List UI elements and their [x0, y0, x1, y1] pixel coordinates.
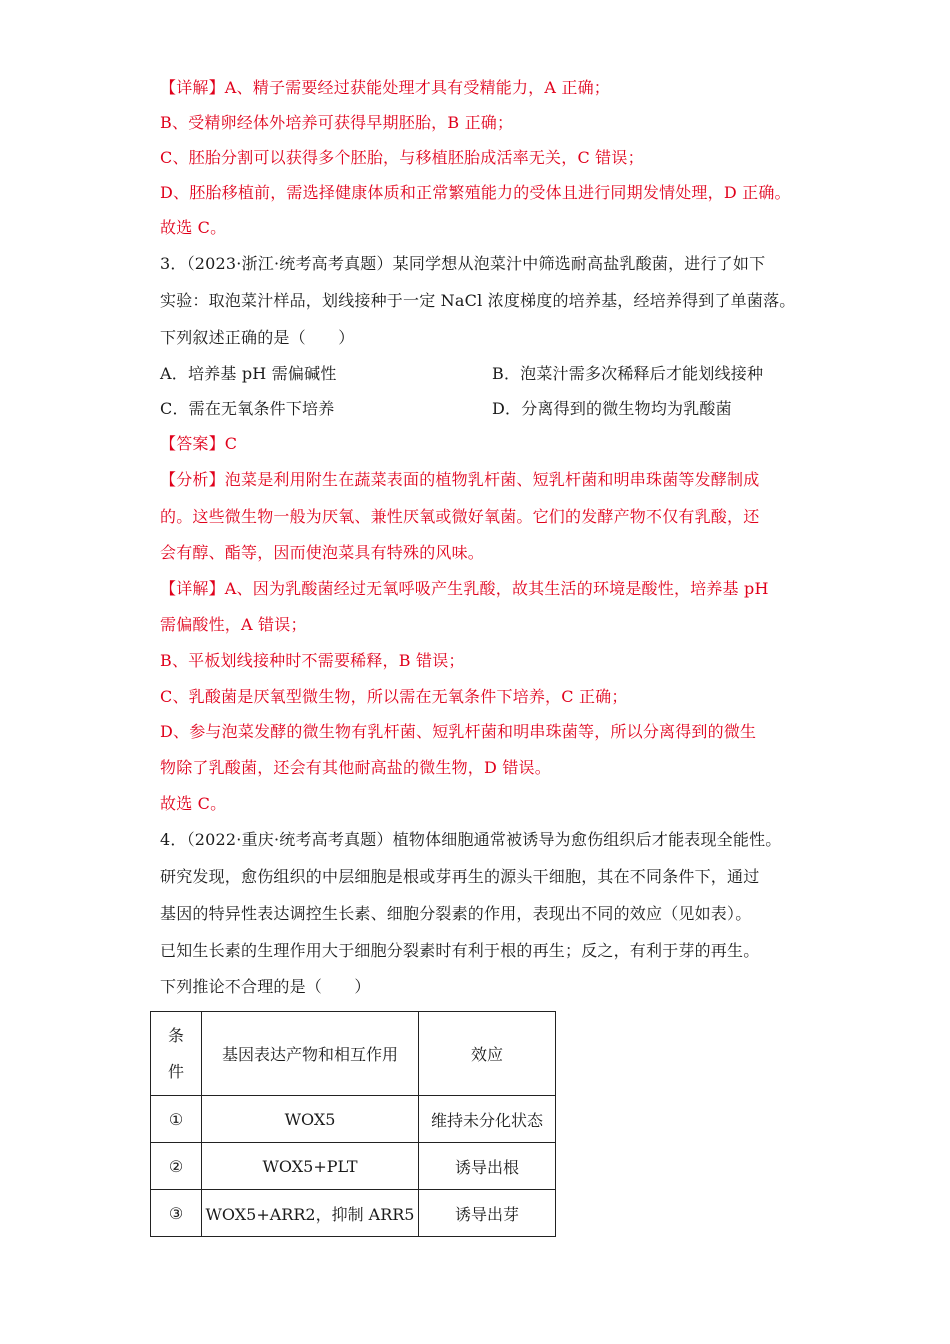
table-header-row — [151, 1012, 556, 1096]
row-effect: 诱导出芽 — [419, 1190, 556, 1237]
explanation-line: B、受精卵经体外培养可获得早期胚胎，B 正确； — [160, 113, 514, 132]
question-4-line: 研究发现，愈伤组织的中层细胞是根或芽再生的源头干细胞，其在不同条件下，通过 — [160, 867, 760, 886]
table-row — [151, 1143, 556, 1190]
row-product: WOX5+PLT — [202, 1143, 419, 1190]
header-effect: 效应 — [419, 1012, 556, 1096]
question-3-line: 实验：取泡菜汁样品，划线接种于一定 NaCl 浓度梯度的培养基，经培养得到了单菌落。 — [160, 291, 796, 310]
question-4-line: 下列推论不合理的是（ ） — [160, 977, 371, 996]
analysis-line: 的。这些微生物一般为厌氧、兼性厌氧或微好氧菌。它们的发酵产物不仅有乳酸，还 — [160, 507, 760, 526]
question-4-line: 基因的特异性表达调控生长素、细胞分裂素的作用，表现出不同的效应（见如表）。 — [160, 904, 752, 923]
explanation-line: 【详解】A、精子需要经过获能处理才具有受精能力，A 正确； — [160, 78, 610, 97]
explanation-line: D、胚胎移植前，需选择健康体质和正常繁殖能力的受体且进行同期发情处理，D 正确。 — [160, 183, 791, 202]
answer-line: 【答案】C — [160, 434, 238, 453]
explanation-line: 需偏酸性，A 错误； — [160, 615, 307, 634]
explanation-line: 物除了乳酸菌，还会有其他耐高盐的微生物，D 错误。 — [160, 758, 551, 777]
header-condition-char: 件 — [167, 1061, 184, 1081]
conclusion-line: 故选 C。 — [160, 794, 227, 813]
option-c: C．需在无氧条件下培养 — [160, 399, 335, 418]
explanation-line: B、平板划线接种时不需要稀释，B 错误； — [160, 651, 465, 670]
table-row — [151, 1096, 556, 1143]
analysis-line: 会有醇、酯等，因而使泡菜具有特殊的风味。 — [160, 543, 485, 562]
row-condition: ③ — [151, 1190, 202, 1237]
explanation-line: C、乳酸菌是厌氧型微生物，所以需在无氧条件下培养，C 正确； — [160, 687, 628, 706]
row-product: WOX5+ARR2，抑制 ARR5 — [202, 1190, 419, 1237]
option-b: B．泡菜汁需多次稀释后才能划线接种 — [492, 364, 764, 383]
row-effect: 诱导出根 — [419, 1143, 556, 1190]
table-row — [151, 1190, 556, 1237]
row-effect: 维持未分化状态 — [419, 1096, 556, 1143]
question-3-line: 3．（2023·浙江·统考高考真题）某同学想从泡菜汁中筛选耐高盐乳酸菌，进行了如下 — [160, 254, 766, 273]
header-condition — [151, 1012, 202, 1096]
question-4-line: 已知生长素的生理作用大于细胞分裂素时有利于根的再生；反之，有利于芽的再生。 — [160, 941, 760, 960]
conclusion-line: 故选 C。 — [160, 218, 227, 237]
explanation-line: C、胚胎分割可以获得多个胚胎，与移植胚胎成活率无关，C 错误； — [160, 148, 644, 167]
row-condition: ② — [151, 1143, 202, 1190]
question-4-line: 4．（2022·重庆·统考高考真题）植物体细胞通常被诱导为愈伤组织后才能表现全能性。 — [160, 830, 782, 849]
analysis-line: 【分析】泡菜是利用附生在蔬菜表面的植物乳杆菌、短乳杆菌和明串珠菌等发酵制成 — [160, 470, 760, 489]
gene-expression-table — [150, 1011, 556, 1237]
explanation-line: D、参与泡菜发酵的微生物有乳杆菌、短乳杆菌和明串珠菌等，所以分离得到的微生 — [160, 722, 757, 741]
header-condition-char: 条 — [167, 1025, 184, 1045]
option-d: D．分离得到的微生物均为乳酸菌 — [492, 399, 732, 418]
question-3-line: 下列叙述正确的是（ ） — [160, 328, 355, 347]
row-condition: ① — [151, 1096, 202, 1143]
option-a: A．培养基 pH 需偏碱性 — [160, 364, 337, 383]
explanation-line: 【详解】A、因为乳酸菌经过无氧呼吸产生乳酸，故其生活的环境是酸性，培养基 pH — [160, 579, 769, 598]
header-product: 基因表达产物和相互作用 — [202, 1012, 419, 1096]
row-product: WOX5 — [202, 1096, 419, 1143]
